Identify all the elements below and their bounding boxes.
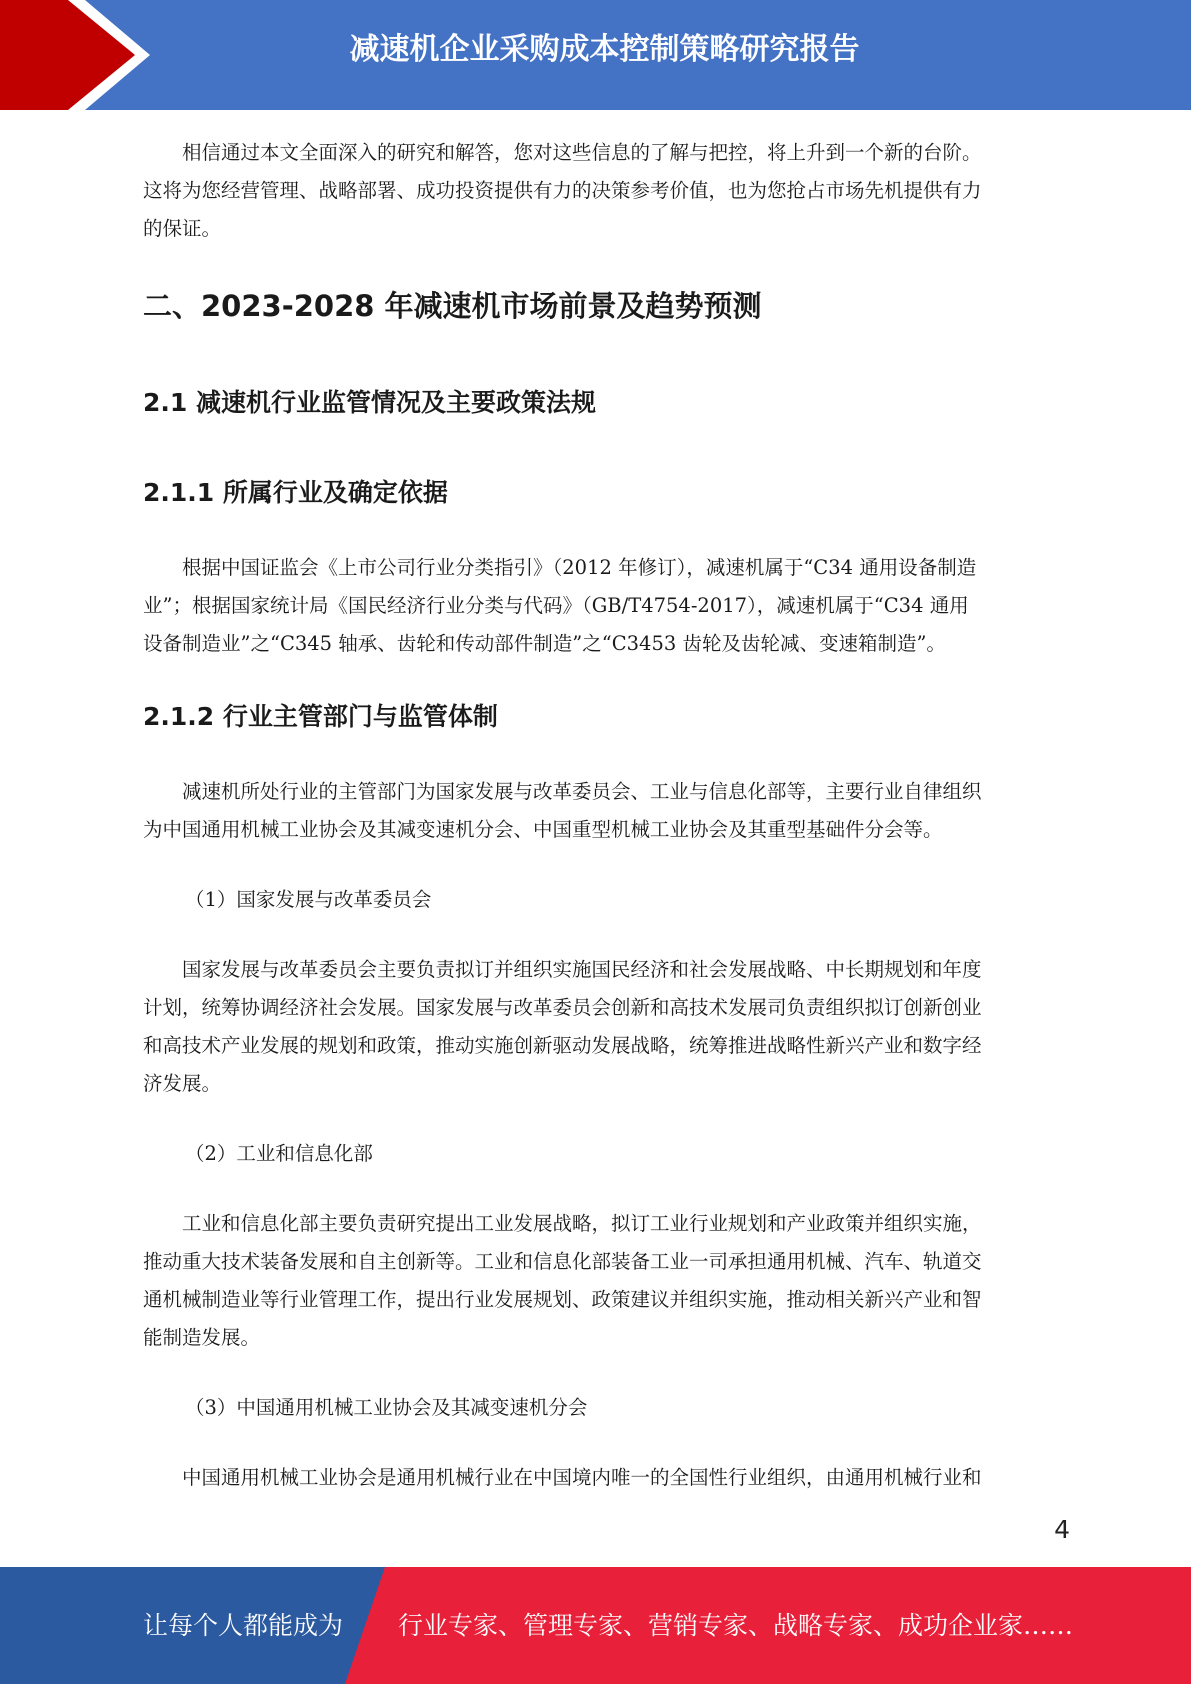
report-title: 减速机企业采购成本控制策略研究报告 xyxy=(349,32,860,67)
section-2-1-heading: 2.1 减速机行业监管情况及主要政策法规 xyxy=(143,388,596,417)
page-content xyxy=(143,134,1046,1497)
item-1-paragraph: 国家发展与改革委员会主要负责拟订并组织实施国民经济和社会发展战略、中长期规划和年度 计划，统筹协调经济社会发展。国家发展与改革委员会创新和高技术发展司负责组织拟订创新创业 和高技术产业发展的规划和政策，推动实施创新驱动发展战略，统筹推进战略性新兴产业和数字经 济发展。 xyxy=(143,958,982,1095)
item-3-paragraph: 中国通用机械工业协会是通用机械行业在中国境内唯一的全国性行业组织，由通用机械行业和 xyxy=(182,1466,982,1489)
footer-slogan-right: 行业专家、管理专家、营销专家、战略专家、成功企业家…… xyxy=(398,1611,1074,1640)
section-2-heading: 二、2023-2028 年减速机市场前景及趋势预测 xyxy=(143,289,762,323)
item-2-paragraph: 工业和信息化部主要负责研究提出工业发展战略，拟订工业行业规划和产业政策并组织实施， 推动重大技术装备发展和自主创新等。工业和信息化部装备工业一司承担通用机械、汽车、轨道交 通机械制造业等行业管理工作，提出行业发展规划、政策建议并组织实施，推动相关新兴产业和智 能制造发展。 xyxy=(143,1212,982,1349)
page-header xyxy=(0,0,1191,110)
section-2-1-2-paragraph: 减速机所处行业的主管部门为国家发展与改革委员会、工业与信息化部等，主要行业自律组织 为中国通用机械工业协会及其减变速机分会、中国重型机械工业协会及其重型基础件分会等。 xyxy=(143,780,982,841)
intro-paragraph: 相信通过本文全面深入的研究和解答，您对这些信息的了解与把控，将上升到一个新的台阶。 这将为您经营管理、战略部署、成功投资提供有力的决策参考价值，也为您抢占市场先机提供有力 的保证。 xyxy=(143,141,982,240)
section-2-1-2-heading: 2.1.2 行业主管部门与监管体制 xyxy=(143,702,498,731)
section-2-1-1-heading: 2.1.1 所属行业及确定依据 xyxy=(143,478,448,507)
footer-slogan-left: 让每个人都能成为 xyxy=(143,1611,344,1640)
item-1-title: （1）国家发展与改革委员会 xyxy=(185,888,432,911)
item-2-title: （2）工业和信息化部 xyxy=(185,1142,373,1165)
item-3-title: （3）中国通用机械工业协会及其减变速机分会 xyxy=(185,1396,588,1419)
section-2-1-1-paragraph: 根据中国证监会《上市公司行业分类指引》（2012 年修订），减速机属于“C34 通用设备制造 业”；根据国家统计局《国民经济行业分类与代码》（GB/T4754-2017），减速机属于“C34 通用 设备制造业”之“C345 轴承、齿轮和传动部件制造”之“C3453 齿轮及齿轮减、变速箱制造”。 xyxy=(143,556,977,655)
page-footer xyxy=(0,1567,1191,1684)
page-number: 4 xyxy=(1054,1515,1070,1544)
